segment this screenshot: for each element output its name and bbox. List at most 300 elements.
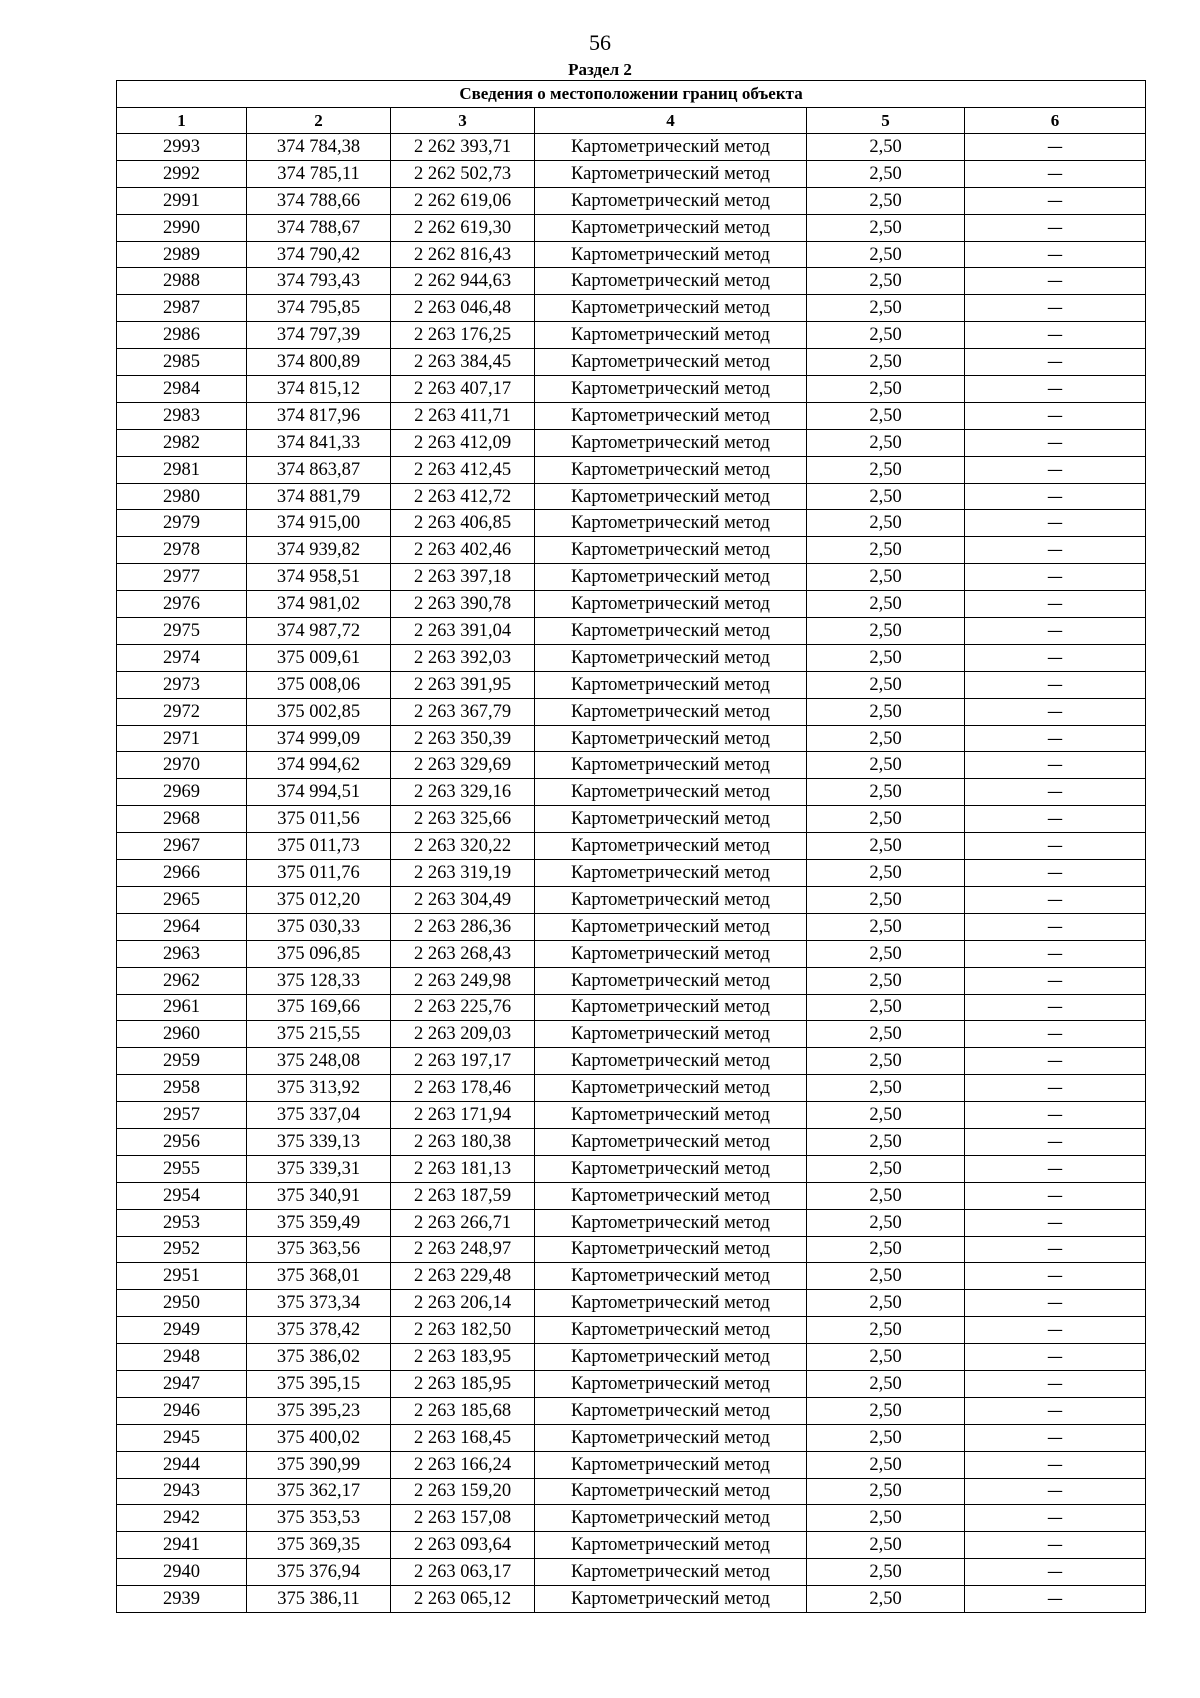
x-coordinate-cell: 375 376,94 [247, 1559, 391, 1586]
accuracy-cell: 2,50 [807, 913, 965, 940]
description-cell: — [965, 994, 1146, 1021]
method-cell: Картометрический метод [535, 1290, 807, 1317]
description-cell: — [965, 1478, 1146, 1505]
y-coordinate-cell: 2 262 619,06 [391, 187, 535, 214]
table-row [117, 1021, 1146, 1048]
accuracy-cell: 2,50 [807, 1344, 965, 1371]
description-cell: — [965, 510, 1146, 537]
description-cell: — [965, 349, 1146, 376]
y-coordinate-cell: 2 262 502,73 [391, 160, 535, 187]
x-coordinate-cell: 375 395,15 [247, 1370, 391, 1397]
description-cell: — [965, 1532, 1146, 1559]
point-number-cell: 2967 [117, 833, 247, 860]
x-coordinate-cell: 375 359,49 [247, 1209, 391, 1236]
x-coordinate-cell: 375 386,02 [247, 1344, 391, 1371]
y-coordinate-cell: 2 263 046,48 [391, 295, 535, 322]
accuracy-cell: 2,50 [807, 134, 965, 161]
column-header-6: 6 [965, 108, 1146, 134]
method-cell: Картометрический метод [535, 376, 807, 403]
accuracy-cell: 2,50 [807, 1559, 965, 1586]
x-coordinate-cell: 375 012,20 [247, 886, 391, 913]
table-row [117, 1182, 1146, 1209]
method-cell: Картометрический метод [535, 134, 807, 161]
description-cell: — [965, 591, 1146, 618]
point-number-cell: 2987 [117, 295, 247, 322]
method-cell: Картометрический метод [535, 1075, 807, 1102]
page-number: 56 [589, 30, 611, 55]
x-coordinate-cell: 375 339,13 [247, 1128, 391, 1155]
y-coordinate-cell: 2 263 197,17 [391, 1048, 535, 1075]
table-body [117, 134, 1146, 1613]
description-cell: — [965, 483, 1146, 510]
column-header-3: 3 [391, 108, 535, 134]
point-number-cell: 2975 [117, 618, 247, 645]
y-coordinate-cell: 2 263 384,45 [391, 349, 535, 376]
accuracy-cell: 2,50 [807, 564, 965, 591]
description-cell: — [965, 456, 1146, 483]
point-number-cell: 2980 [117, 483, 247, 510]
point-number-cell: 2941 [117, 1532, 247, 1559]
table-row [117, 752, 1146, 779]
accuracy-cell: 2,50 [807, 322, 965, 349]
table-row [117, 806, 1146, 833]
accuracy-cell: 2,50 [807, 402, 965, 429]
table-caption-row [117, 81, 1146, 108]
description-cell: — [965, 1344, 1146, 1371]
x-coordinate-cell: 374 999,09 [247, 725, 391, 752]
x-coordinate-cell: 375 386,11 [247, 1586, 391, 1613]
description-cell: — [965, 187, 1146, 214]
description-cell: — [965, 1317, 1146, 1344]
table-row [117, 1317, 1146, 1344]
table-row [117, 483, 1146, 510]
method-cell: Картометрический метод [535, 483, 807, 510]
method-cell: Картометрический метод [535, 860, 807, 887]
x-coordinate-cell: 375 313,92 [247, 1075, 391, 1102]
accuracy-cell: 2,50 [807, 1532, 965, 1559]
description-cell: — [965, 752, 1146, 779]
x-coordinate-cell: 375 002,85 [247, 698, 391, 725]
table-row [117, 1532, 1146, 1559]
point-number-cell: 2990 [117, 214, 247, 241]
y-coordinate-cell: 2 263 225,76 [391, 994, 535, 1021]
point-number-cell: 2968 [117, 806, 247, 833]
y-coordinate-cell: 2 263 266,71 [391, 1209, 535, 1236]
description-cell: — [965, 537, 1146, 564]
description-cell: — [965, 241, 1146, 268]
description-cell: — [965, 1102, 1146, 1129]
x-coordinate-cell: 375 337,04 [247, 1102, 391, 1129]
description-cell: — [965, 1397, 1146, 1424]
column-header-4: 4 [535, 108, 807, 134]
method-cell: Картометрический метод [535, 725, 807, 752]
column-header-2: 2 [247, 108, 391, 134]
x-coordinate-cell: 374 994,62 [247, 752, 391, 779]
x-coordinate-cell: 375 169,66 [247, 994, 391, 1021]
description-cell: — [965, 1290, 1146, 1317]
point-number-cell: 2955 [117, 1155, 247, 1182]
table-row [117, 429, 1146, 456]
y-coordinate-cell: 2 263 180,38 [391, 1128, 535, 1155]
accuracy-cell: 2,50 [807, 268, 965, 295]
table-row [117, 268, 1146, 295]
method-cell: Картометрический метод [535, 644, 807, 671]
table-row [117, 860, 1146, 887]
table-row [117, 1370, 1146, 1397]
accuracy-cell: 2,50 [807, 806, 965, 833]
accuracy-cell: 2,50 [807, 537, 965, 564]
y-coordinate-cell: 2 263 325,66 [391, 806, 535, 833]
table-row [117, 1236, 1146, 1263]
point-number-cell: 2944 [117, 1451, 247, 1478]
table-row [117, 671, 1146, 698]
x-coordinate-cell: 374 785,11 [247, 160, 391, 187]
y-coordinate-cell: 2 263 350,39 [391, 725, 535, 752]
accuracy-cell: 2,50 [807, 1102, 965, 1129]
x-coordinate-cell: 374 915,00 [247, 510, 391, 537]
table-row [117, 1155, 1146, 1182]
x-coordinate-cell: 374 800,89 [247, 349, 391, 376]
y-coordinate-cell: 2 262 393,71 [391, 134, 535, 161]
description-cell: — [965, 402, 1146, 429]
description-cell: — [965, 886, 1146, 913]
point-number-cell: 2985 [117, 349, 247, 376]
accuracy-cell: 2,50 [807, 994, 965, 1021]
description-cell: — [965, 1128, 1146, 1155]
method-cell: Картометрический метод [535, 1021, 807, 1048]
x-coordinate-cell: 374 958,51 [247, 564, 391, 591]
accuracy-cell: 2,50 [807, 967, 965, 994]
x-coordinate-cell: 375 400,02 [247, 1424, 391, 1451]
method-cell: Картометрический метод [535, 1451, 807, 1478]
point-number-cell: 2958 [117, 1075, 247, 1102]
accuracy-cell: 2,50 [807, 833, 965, 860]
method-cell: Картометрический метод [535, 1532, 807, 1559]
point-number-cell: 2974 [117, 644, 247, 671]
description-cell: — [965, 1209, 1146, 1236]
description-cell: — [965, 1451, 1146, 1478]
table-row [117, 456, 1146, 483]
method-cell: Картометрический метод [535, 698, 807, 725]
description-cell: — [965, 1559, 1146, 1586]
table-row [117, 644, 1146, 671]
description-cell: — [965, 833, 1146, 860]
method-cell: Картометрический метод [535, 1236, 807, 1263]
y-coordinate-cell: 2 263 407,17 [391, 376, 535, 403]
table-row [117, 779, 1146, 806]
accuracy-cell: 2,50 [807, 1128, 965, 1155]
point-number-cell: 2970 [117, 752, 247, 779]
accuracy-cell: 2,50 [807, 187, 965, 214]
y-coordinate-cell: 2 263 168,45 [391, 1424, 535, 1451]
table-row [117, 241, 1146, 268]
method-cell: Картометрический метод [535, 913, 807, 940]
table-row [117, 994, 1146, 1021]
method-cell: Картометрический метод [535, 1344, 807, 1371]
accuracy-cell: 2,50 [807, 644, 965, 671]
y-coordinate-cell: 2 263 304,49 [391, 886, 535, 913]
accuracy-cell: 2,50 [807, 752, 965, 779]
method-cell: Картометрический метод [535, 268, 807, 295]
x-coordinate-cell: 375 373,34 [247, 1290, 391, 1317]
accuracy-cell: 2,50 [807, 1290, 965, 1317]
table-row [117, 349, 1146, 376]
description-cell: — [965, 1263, 1146, 1290]
point-number-cell: 2989 [117, 241, 247, 268]
accuracy-cell: 2,50 [807, 1182, 965, 1209]
y-coordinate-cell: 2 263 063,17 [391, 1559, 535, 1586]
x-coordinate-cell: 375 011,76 [247, 860, 391, 887]
description-cell: — [965, 860, 1146, 887]
table-row [117, 214, 1146, 241]
y-coordinate-cell: 2 263 286,36 [391, 913, 535, 940]
description-cell: — [965, 618, 1146, 645]
method-cell: Картометрический метод [535, 967, 807, 994]
accuracy-cell: 2,50 [807, 295, 965, 322]
description-cell: — [965, 160, 1146, 187]
y-coordinate-cell: 2 263 402,46 [391, 537, 535, 564]
y-coordinate-cell: 2 263 183,95 [391, 1344, 535, 1371]
table-row [117, 1128, 1146, 1155]
table-row [117, 1102, 1146, 1129]
table-row [117, 1559, 1146, 1586]
y-coordinate-cell: 2 263 182,50 [391, 1317, 535, 1344]
accuracy-cell: 2,50 [807, 940, 965, 967]
description-cell: — [965, 214, 1146, 241]
method-cell: Картометрический метод [535, 671, 807, 698]
method-cell: Картометрический метод [535, 322, 807, 349]
description-cell: — [965, 1424, 1146, 1451]
method-cell: Картометрический метод [535, 752, 807, 779]
x-coordinate-cell: 374 797,39 [247, 322, 391, 349]
table-row [117, 1505, 1146, 1532]
y-coordinate-cell: 2 263 412,09 [391, 429, 535, 456]
description-cell: — [965, 1021, 1146, 1048]
point-number-cell: 2991 [117, 187, 247, 214]
point-number-cell: 2979 [117, 510, 247, 537]
description-cell: — [965, 268, 1146, 295]
method-cell: Картометрический метод [535, 214, 807, 241]
table-row [117, 295, 1146, 322]
y-coordinate-cell: 2 263 157,08 [391, 1505, 535, 1532]
method-cell: Картометрический метод [535, 160, 807, 187]
y-coordinate-cell: 2 263 181,13 [391, 1155, 535, 1182]
x-coordinate-cell: 375 009,61 [247, 644, 391, 671]
accuracy-cell: 2,50 [807, 618, 965, 645]
accuracy-cell: 2,50 [807, 1424, 965, 1451]
accuracy-cell: 2,50 [807, 779, 965, 806]
point-number-cell: 2988 [117, 268, 247, 295]
description-cell: — [965, 564, 1146, 591]
section-title: Раздел 2 [568, 60, 632, 79]
table-row [117, 564, 1146, 591]
method-cell: Картометрический метод [535, 940, 807, 967]
table-row [117, 1451, 1146, 1478]
table-row [117, 1478, 1146, 1505]
x-coordinate-cell: 375 363,56 [247, 1236, 391, 1263]
y-coordinate-cell: 2 263 320,22 [391, 833, 535, 860]
accuracy-cell: 2,50 [807, 698, 965, 725]
accuracy-cell: 2,50 [807, 1370, 965, 1397]
point-number-cell: 2959 [117, 1048, 247, 1075]
method-cell: Картометрический метод [535, 429, 807, 456]
x-coordinate-cell: 375 096,85 [247, 940, 391, 967]
accuracy-cell: 2,50 [807, 214, 965, 241]
method-cell: Картометрический метод [535, 1128, 807, 1155]
point-number-cell: 2939 [117, 1586, 247, 1613]
y-coordinate-cell: 2 262 816,43 [391, 241, 535, 268]
point-number-cell: 2986 [117, 322, 247, 349]
x-coordinate-cell: 374 863,87 [247, 456, 391, 483]
y-coordinate-cell: 2 263 397,18 [391, 564, 535, 591]
method-cell: Картометрический метод [535, 779, 807, 806]
accuracy-cell: 2,50 [807, 1048, 965, 1075]
point-number-cell: 2963 [117, 940, 247, 967]
y-coordinate-cell: 2 263 209,03 [391, 1021, 535, 1048]
x-coordinate-cell: 374 994,51 [247, 779, 391, 806]
x-coordinate-cell: 374 817,96 [247, 402, 391, 429]
point-number-cell: 2965 [117, 886, 247, 913]
method-cell: Картометрический метод [535, 295, 807, 322]
method-cell: Картометрический метод [535, 1559, 807, 1586]
method-cell: Картометрический метод [535, 537, 807, 564]
point-number-cell: 2964 [117, 913, 247, 940]
accuracy-cell: 2,50 [807, 1263, 965, 1290]
description-cell: — [965, 1370, 1146, 1397]
method-cell: Картометрический метод [535, 994, 807, 1021]
point-number-cell: 2954 [117, 1182, 247, 1209]
x-coordinate-cell: 375 378,42 [247, 1317, 391, 1344]
table-row [117, 913, 1146, 940]
y-coordinate-cell: 2 263 411,71 [391, 402, 535, 429]
table-header-row [117, 108, 1146, 134]
table-row [117, 1344, 1146, 1371]
method-cell: Картометрический метод [535, 591, 807, 618]
point-number-cell: 2976 [117, 591, 247, 618]
point-number-cell: 2942 [117, 1505, 247, 1532]
point-number-cell: 2947 [117, 1370, 247, 1397]
point-number-cell: 2956 [117, 1128, 247, 1155]
point-number-cell: 2977 [117, 564, 247, 591]
description-cell: — [965, 429, 1146, 456]
description-cell: — [965, 1155, 1146, 1182]
accuracy-cell: 2,50 [807, 456, 965, 483]
x-coordinate-cell: 375 011,56 [247, 806, 391, 833]
x-coordinate-cell: 374 795,85 [247, 295, 391, 322]
point-number-cell: 2943 [117, 1478, 247, 1505]
y-coordinate-cell: 2 263 185,68 [391, 1397, 535, 1424]
x-coordinate-cell: 375 215,55 [247, 1021, 391, 1048]
point-number-cell: 2982 [117, 429, 247, 456]
method-cell: Картометрический метод [535, 1155, 807, 1182]
method-cell: Картометрический метод [535, 618, 807, 645]
accuracy-cell: 2,50 [807, 725, 965, 752]
point-number-cell: 2971 [117, 725, 247, 752]
table-row [117, 886, 1146, 913]
x-coordinate-cell: 375 030,33 [247, 913, 391, 940]
description-cell: — [965, 967, 1146, 994]
description-cell: — [965, 806, 1146, 833]
y-coordinate-cell: 2 263 229,48 [391, 1263, 535, 1290]
accuracy-cell: 2,50 [807, 860, 965, 887]
x-coordinate-cell: 375 395,23 [247, 1397, 391, 1424]
table-row [117, 134, 1146, 161]
table-row [117, 1586, 1146, 1613]
table-row [117, 591, 1146, 618]
method-cell: Картометрический метод [535, 806, 807, 833]
y-coordinate-cell: 2 263 406,85 [391, 510, 535, 537]
table-row [117, 725, 1146, 752]
description-cell: — [965, 940, 1146, 967]
point-number-cell: 2969 [117, 779, 247, 806]
point-number-cell: 2984 [117, 376, 247, 403]
table-row [117, 376, 1146, 403]
x-coordinate-cell: 374 790,42 [247, 241, 391, 268]
x-coordinate-cell: 375 390,99 [247, 1451, 391, 1478]
method-cell: Картометрический метод [535, 1182, 807, 1209]
accuracy-cell: 2,50 [807, 160, 965, 187]
method-cell: Картометрический метод [535, 1263, 807, 1290]
accuracy-cell: 2,50 [807, 1021, 965, 1048]
x-coordinate-cell: 374 987,72 [247, 618, 391, 645]
point-number-cell: 2951 [117, 1263, 247, 1290]
method-cell: Картометрический метод [535, 510, 807, 537]
accuracy-cell: 2,50 [807, 1209, 965, 1236]
point-number-cell: 2948 [117, 1344, 247, 1371]
accuracy-cell: 2,50 [807, 1505, 965, 1532]
y-coordinate-cell: 2 263 391,95 [391, 671, 535, 698]
description-cell: — [965, 295, 1146, 322]
x-coordinate-cell: 374 788,66 [247, 187, 391, 214]
point-number-cell: 2953 [117, 1209, 247, 1236]
y-coordinate-cell: 2 263 187,59 [391, 1182, 535, 1209]
x-coordinate-cell: 374 815,12 [247, 376, 391, 403]
y-coordinate-cell: 2 263 329,69 [391, 752, 535, 779]
method-cell: Картометрический метод [535, 1209, 807, 1236]
table-row [117, 537, 1146, 564]
x-coordinate-cell: 375 339,31 [247, 1155, 391, 1182]
point-number-cell: 2949 [117, 1317, 247, 1344]
y-coordinate-cell: 2 263 392,03 [391, 644, 535, 671]
point-number-cell: 2962 [117, 967, 247, 994]
point-number-cell: 2940 [117, 1559, 247, 1586]
x-coordinate-cell: 374 881,79 [247, 483, 391, 510]
method-cell: Картометрический метод [535, 1424, 807, 1451]
accuracy-cell: 2,50 [807, 1236, 965, 1263]
x-coordinate-cell: 375 008,06 [247, 671, 391, 698]
table-row [117, 187, 1146, 214]
table-row [117, 160, 1146, 187]
y-coordinate-cell: 2 263 268,43 [391, 940, 535, 967]
accuracy-cell: 2,50 [807, 1397, 965, 1424]
description-cell: — [965, 376, 1146, 403]
point-number-cell: 2946 [117, 1397, 247, 1424]
x-coordinate-cell: 375 353,53 [247, 1505, 391, 1532]
y-coordinate-cell: 2 263 206,14 [391, 1290, 535, 1317]
point-number-cell: 2952 [117, 1236, 247, 1263]
method-cell: Картометрический метод [535, 1317, 807, 1344]
point-number-cell: 2983 [117, 402, 247, 429]
x-coordinate-cell: 374 981,02 [247, 591, 391, 618]
table-row [117, 402, 1146, 429]
x-coordinate-cell: 375 369,35 [247, 1532, 391, 1559]
y-coordinate-cell: 2 263 176,25 [391, 322, 535, 349]
y-coordinate-cell: 2 263 412,45 [391, 456, 535, 483]
y-coordinate-cell: 2 263 391,04 [391, 618, 535, 645]
accuracy-cell: 2,50 [807, 1478, 965, 1505]
y-coordinate-cell: 2 263 171,94 [391, 1102, 535, 1129]
x-coordinate-cell: 375 248,08 [247, 1048, 391, 1075]
